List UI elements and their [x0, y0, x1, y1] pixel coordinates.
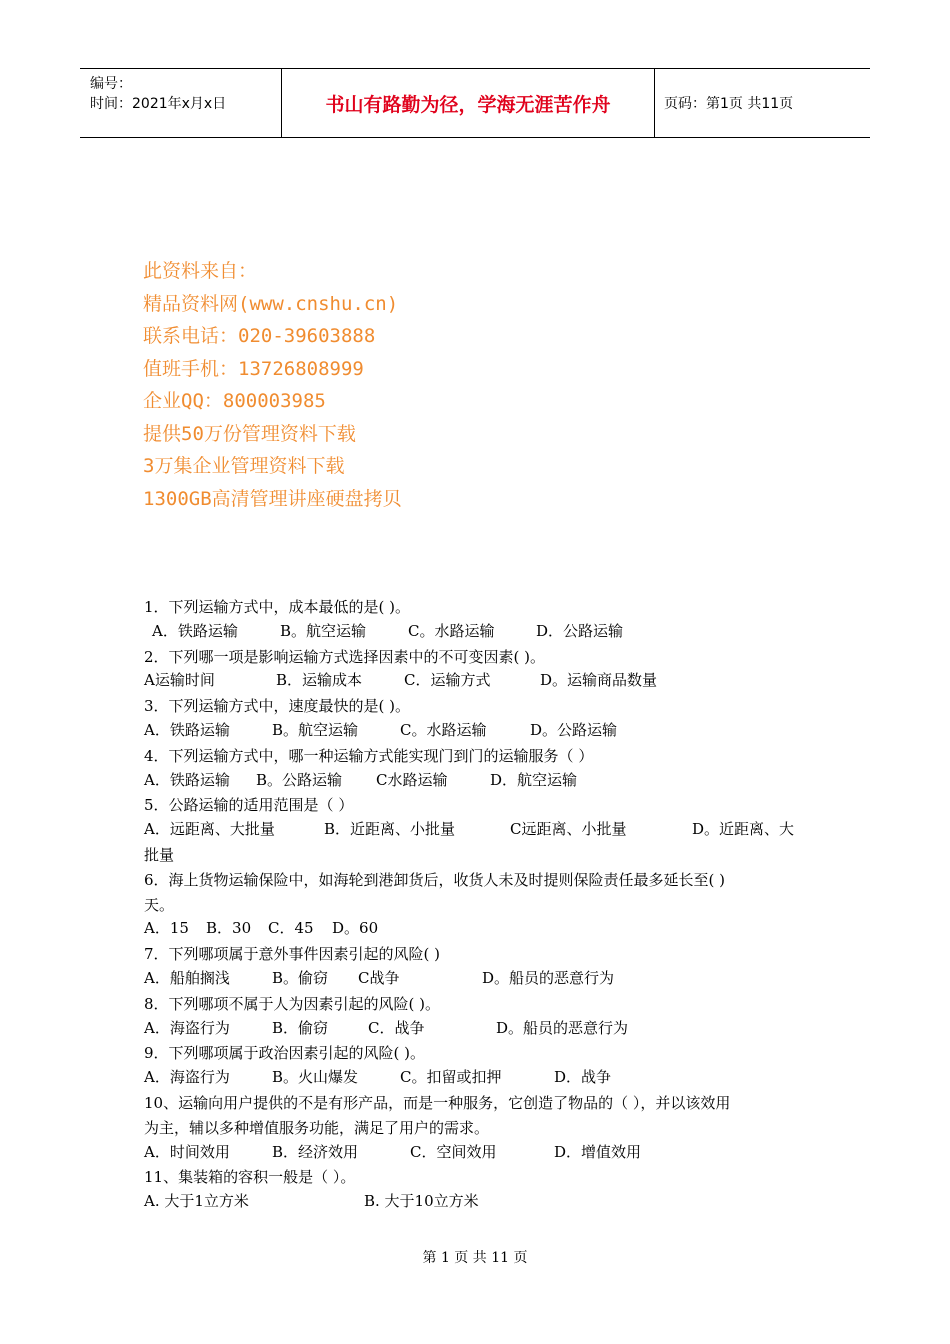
page-header: [80, 68, 870, 138]
promo-line: 此资料来自：: [143, 260, 258, 282]
option: B. 大于10立方米: [364, 1192, 479, 1211]
question-text: 4．下列运输方式中，哪一种运输方式能实现门到门的运输服务（ ）: [144, 746, 594, 765]
option: C。水路运输: [408, 621, 495, 640]
question-text: 6．海上货物运输保险中，如海轮到港卸货后，收货人未及时提则保险责任最多延长至( ): [144, 870, 726, 889]
option: B。火山爆发: [272, 1068, 359, 1087]
option: B。偷窃: [272, 968, 329, 987]
option: D。船员的恶意行为: [496, 1018, 629, 1037]
question-text: 8．下列哪项不属于人为因素引起的风险( )。: [144, 994, 441, 1013]
question-text: 7．下列哪项属于意外事件因素引起的风险( ): [144, 945, 441, 964]
question-options: [144, 1017, 814, 1042]
question-options: [144, 669, 814, 694]
option: D。船员的恶意行为: [482, 968, 615, 987]
option: A．远距离、大批量: [144, 820, 275, 839]
promo-line: 3万集企业管理资料下载: [143, 455, 345, 477]
option: B．运输成本: [276, 671, 363, 690]
question-options: [144, 620, 814, 645]
option: B．30: [206, 919, 252, 938]
promo-line: 精品资料网(www.cnshu.cn): [143, 292, 399, 315]
question-continuation: 批量: [144, 845, 175, 864]
promo-block: [143, 255, 402, 515]
question-options: [144, 818, 814, 843]
option: C．运输方式: [404, 671, 491, 690]
option: B．经济效用: [272, 1142, 359, 1161]
option: D。公路运输: [530, 720, 618, 739]
option: C．空间效用: [410, 1142, 497, 1161]
option: A．船舶搁浅: [144, 968, 230, 987]
question-options: [144, 1141, 814, 1166]
question-text: 1．下列运输方式中，成本最低的是( )。: [144, 598, 411, 616]
option: D．增值效用: [554, 1142, 642, 1161]
option: C。扣留或扣押: [400, 1068, 502, 1087]
question-text: 3．下列运输方式中，速度最快的是( )。: [144, 697, 411, 716]
option: D。60: [332, 919, 379, 938]
header-page-info: 页码：第1页 共11页: [664, 96, 794, 112]
number-label: 编号：: [90, 76, 132, 92]
question-text: 2．下列哪一项是影响运输方式选择因素中的不可变因素( )。: [144, 647, 546, 666]
option: C水路运输: [376, 770, 448, 789]
header-meta: [80, 69, 282, 137]
option: A．铁路运输: [152, 621, 238, 640]
promo-line: 值班手机：13726808999: [143, 357, 364, 380]
question-options: [144, 967, 814, 992]
option: B．近距离、小批量: [324, 820, 456, 839]
question-text: 9．下列哪项属于政治因素引起的风险( )。: [144, 1044, 426, 1063]
option: D．战争: [554, 1068, 612, 1087]
option: B。公路运输: [256, 770, 343, 789]
question-continuation: 为主，辅以多种增值服务功能，满足了用户的需求。: [144, 1118, 490, 1137]
page-footer: 第 1 页 共 11 页: [422, 1250, 528, 1266]
option: C。水路运输: [400, 720, 487, 739]
question-options: [144, 719, 814, 744]
question-options: [144, 917, 814, 942]
option: C．战争: [368, 1018, 425, 1037]
option: C．45: [268, 919, 314, 938]
option: A. 大于1立方米: [144, 1192, 249, 1211]
option: D。运输商品数量: [540, 671, 658, 690]
question-text: 10、运输向用户提供的不是有形产品，而是一种服务，它创造了物品的（ ），并以该效用: [144, 1093, 731, 1112]
question-options: [144, 769, 814, 794]
question-list: [144, 595, 814, 1215]
time-label: 时间：2021年x月x日: [90, 96, 227, 112]
question-options: [144, 1066, 814, 1091]
option: D．公路运输: [536, 621, 624, 640]
header-motto: 书山有路勤为径，学海无涯苦作舟: [282, 69, 655, 137]
option: C战争: [358, 968, 400, 987]
option: A．铁路运输: [144, 770, 230, 789]
option: A．铁路运输: [144, 720, 230, 739]
option: D。近距离、大: [692, 820, 795, 839]
question-continuation: 天。: [144, 895, 175, 914]
option: B．偷窃: [272, 1018, 329, 1037]
promo-line: 提供50万份管理资料下载: [143, 422, 356, 445]
question-text: 11、集装箱的容积一般是（ ）。: [144, 1168, 356, 1187]
option: A．海盗行为: [144, 1018, 230, 1037]
promo-line: 1300GB高清管理讲座硬盘拷贝: [143, 487, 402, 510]
promo-line: 企业QQ：800003985: [143, 390, 326, 412]
option: C远距离、小批量: [510, 820, 627, 839]
option: A．海盗行为: [144, 1068, 230, 1087]
option: A．15: [144, 919, 189, 938]
question-options: [144, 1190, 814, 1215]
promo-line: 联系电话：020-39603888: [143, 325, 376, 347]
option: B。航空运输: [272, 720, 359, 739]
option: A运输时间: [144, 671, 215, 690]
option: D．航空运输: [490, 770, 578, 789]
option: B。航空运输: [280, 621, 367, 640]
option: A．时间效用: [144, 1142, 230, 1161]
question-text: 5．公路运输的适用范围是（ ）: [144, 796, 354, 815]
